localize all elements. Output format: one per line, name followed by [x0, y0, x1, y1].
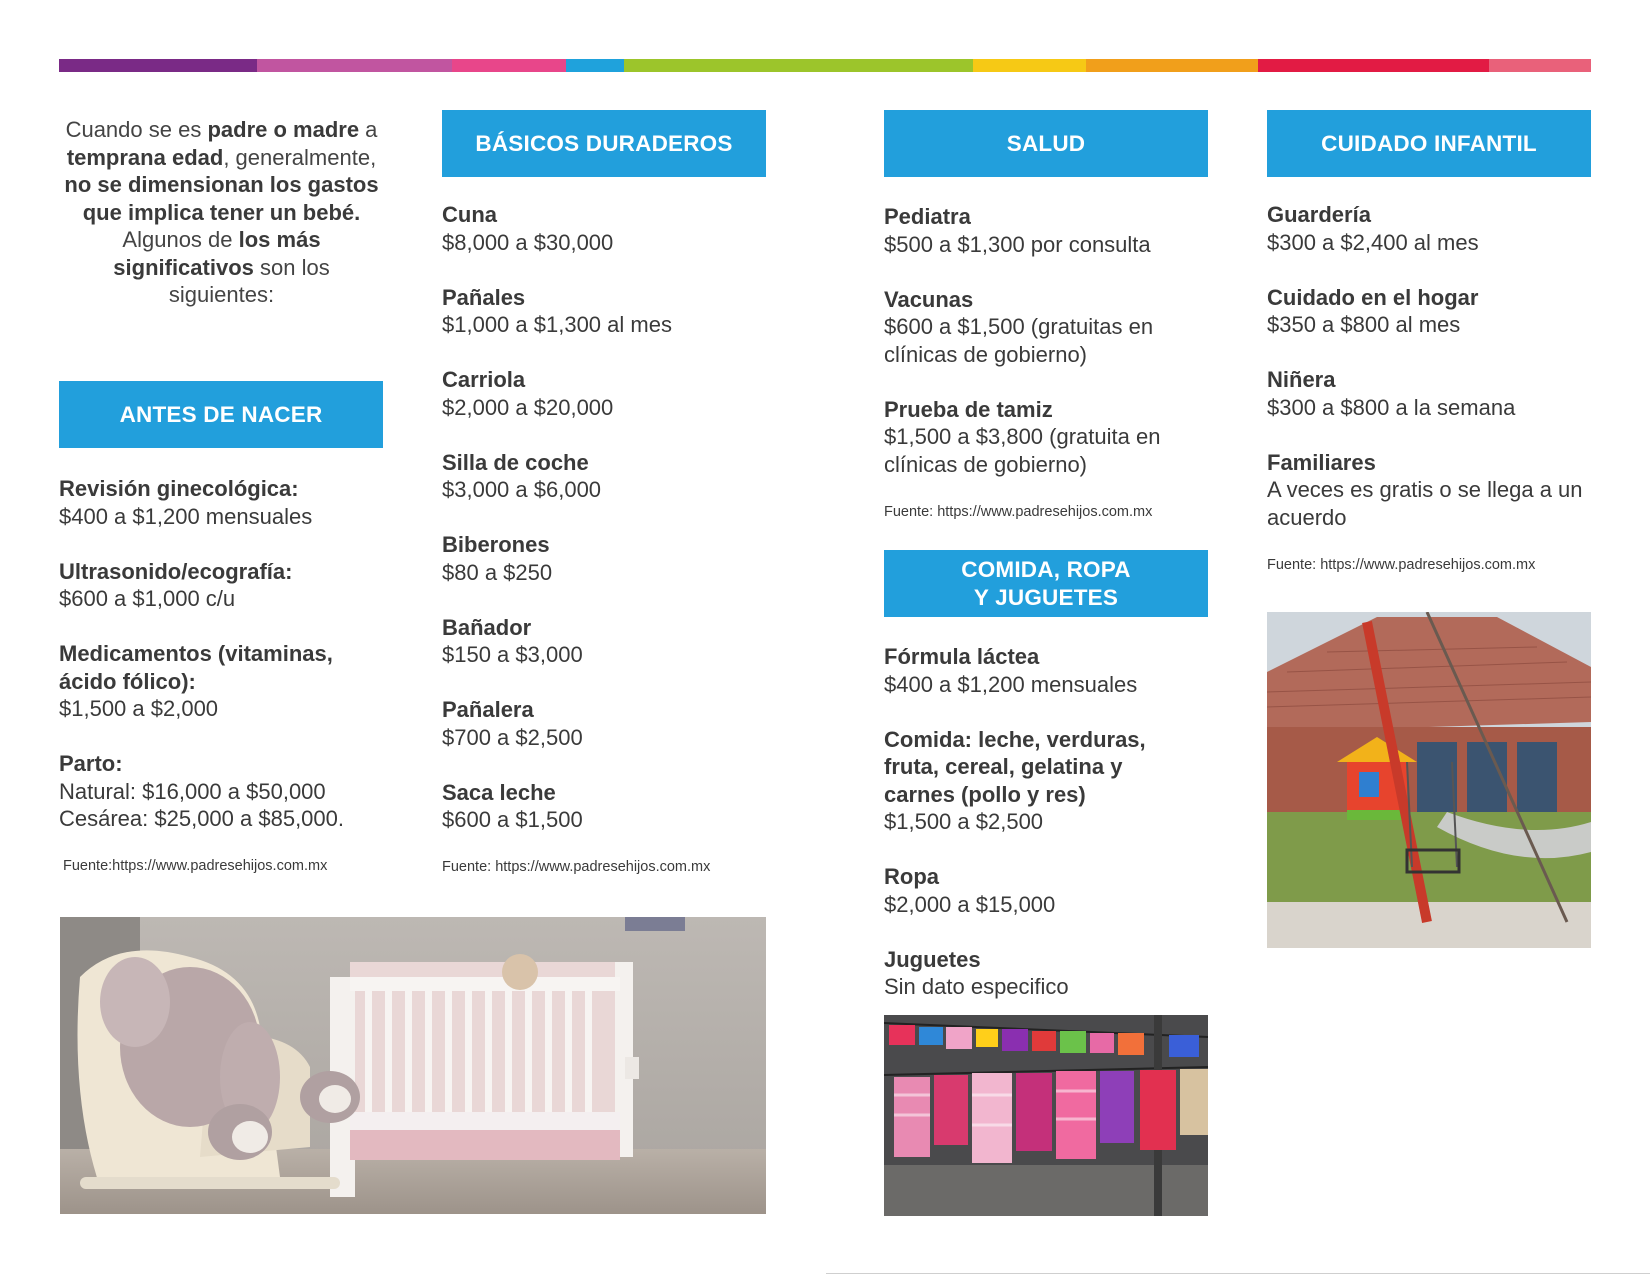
baby-clothes-photo: [884, 1015, 1208, 1216]
item-value: Sin dato especifico: [884, 974, 1069, 999]
section-title: CUIDADO INFANTIL: [1321, 130, 1537, 156]
intro-bold: los más significativos: [113, 227, 321, 280]
item-title: Guardería: [1267, 202, 1371, 227]
list-item: [884, 643, 1174, 698]
item-title: Comida: leche, verduras, fruta, cereal, gelatina y carnes (pollo y res): [884, 726, 1146, 807]
rainbow-segment: [257, 59, 452, 72]
item-value: $1,500 a $2,500: [884, 809, 1044, 834]
list-item: [59, 475, 384, 530]
section-title: ANTES DE NACER: [119, 401, 323, 427]
item-title: Fórmula láctea: [884, 644, 1040, 669]
section-title: SALUD: [1006, 130, 1086, 156]
source-note: Fuente:https://www.padresehijos.com.mx: [63, 858, 328, 874]
item-value: $600 a $1,000 c/u: [59, 586, 236, 611]
section-header-antes: [59, 381, 383, 448]
item-value: Natural: $16,000 a $50,000: [59, 778, 326, 804]
list-item: [1267, 201, 1587, 256]
section-title: COMIDA, ROPA: [961, 556, 1131, 582]
item-value: $600 a $1,500 (gratuitas en clínicas de gobierno): [884, 314, 1154, 367]
item-value: $2,000 a $15,000: [884, 891, 1056, 917]
item-value: $150 a $3,000: [442, 642, 583, 667]
item-value: $3,000 a $6,000: [442, 477, 602, 502]
item-title: Medicamentos (vitaminas, ácido fólico):: [59, 641, 333, 694]
intro-text: Cuando se es: [65, 117, 208, 142]
item-value: $1,000 a $1,300 al mes: [442, 312, 672, 337]
section-list-antes: [59, 475, 384, 860]
rainbow-segment: [566, 59, 624, 72]
item-title: Revisión ginecológica:: [59, 476, 299, 501]
item-value: $300 a $800 a la semana: [1267, 394, 1516, 420]
list-item: [442, 366, 772, 421]
intro-text: son los siguientes:: [168, 254, 330, 307]
list-item: [442, 531, 772, 586]
list-item: [1267, 449, 1587, 532]
intro-text: a: [359, 117, 378, 142]
item-title: Familiares: [1267, 449, 1376, 475]
section-header-salud: [884, 110, 1208, 177]
item-title: Ultrasonido/ecografía:: [59, 558, 293, 584]
item-title: Pediatra: [884, 204, 971, 229]
source-note: Fuente: https://www.padresehijos.com.mx: [1267, 557, 1536, 573]
item-title: Bañador: [442, 614, 532, 640]
rainbow-segment: [59, 59, 257, 72]
item-value: $500 a $1,300 por consulta: [884, 231, 1151, 257]
item-title: Niñera: [1267, 367, 1336, 392]
item-value: $8,000 a $30,000: [442, 229, 614, 255]
list-item: [442, 779, 772, 834]
item-value: $350 a $800 al mes: [1267, 312, 1461, 337]
list-item: [884, 286, 1184, 369]
item-value: $700 a $2,500: [442, 724, 583, 750]
rainbow-segment: [1489, 59, 1591, 72]
source-note: Fuente: https://www.padresehijos.com.mx: [442, 859, 711, 875]
item-value: $2,000 a $20,000: [442, 394, 614, 420]
item-value: $1,500 a $3,800 (gratuita en clínicas de gobierno): [884, 424, 1161, 477]
item-title: Juguetes: [884, 946, 981, 972]
intro-bold: padre o madre: [207, 117, 360, 142]
section-header-comida: [884, 550, 1208, 617]
item-title: Silla de coche: [442, 449, 589, 475]
rainbow-bar: [59, 59, 1591, 72]
item-title: Ropa: [884, 864, 939, 889]
playground-photo: [1267, 612, 1591, 948]
section-title: BÁSICOS DURADEROS: [475, 130, 733, 156]
rainbow-segment: [452, 59, 566, 72]
item-value: $300 a $2,400 al mes: [1267, 229, 1479, 255]
list-item: [59, 750, 384, 833]
section-list-cuidado: [1267, 201, 1587, 559]
item-title: Parto:: [59, 751, 123, 776]
list-item: [884, 396, 1184, 479]
item-value: $1,500 a $2,000: [59, 696, 219, 721]
section-title: Y JUGUETES: [973, 584, 1119, 610]
section-header-basicos: [442, 110, 766, 177]
section-header-cuidado: [1267, 110, 1591, 177]
section-list-salud: [884, 203, 1184, 506]
list-item: [442, 614, 772, 669]
list-item: [59, 558, 384, 613]
nursery-crib-photo: [60, 917, 766, 1214]
rainbow-segment: [624, 59, 973, 72]
intro-paragraph: [59, 116, 384, 309]
item-title: Cuna: [442, 202, 497, 227]
list-item: [442, 284, 772, 339]
intro-bold: no se dimensionan los gastos que implica tener un bebé.: [64, 172, 379, 225]
item-value: $80 a $250: [442, 559, 553, 585]
list-item: [884, 946, 1174, 1001]
item-value: $400 a $1,200 mensuales: [884, 671, 1138, 697]
clothes-illustration: [884, 1015, 1208, 1216]
list-item: [59, 640, 384, 723]
bottom-divider: [826, 1273, 1650, 1274]
item-title: Cuidado en el hogar: [1267, 284, 1479, 310]
item-title: Biberones: [442, 532, 550, 557]
list-item: [442, 449, 772, 504]
intro-text: Algunos de: [122, 227, 239, 252]
item-value: $400 a $1,200 mensuales: [59, 503, 313, 529]
crib-illustration: [60, 917, 766, 1214]
item-value: A veces es gratis o se llega a un acuerdo: [1267, 477, 1583, 530]
item-title: Prueba de tamiz: [884, 396, 1053, 422]
intro-text: , generalmente,: [223, 144, 377, 170]
section-list-basicos: [442, 201, 772, 861]
list-item: [884, 726, 1174, 836]
item-title: Saca leche: [442, 779, 556, 805]
list-item: [1267, 284, 1587, 339]
playground-illustration: [1267, 612, 1591, 948]
list-item: [442, 696, 772, 751]
item-title: Vacunas: [884, 286, 974, 312]
section-list-comida: [884, 643, 1174, 1001]
intro-bold: temprana edad: [66, 144, 224, 170]
item-value: $600 a $1,500: [442, 807, 583, 832]
item-title: Carriola: [442, 367, 526, 392]
rainbow-segment: [1086, 59, 1258, 72]
list-item: [1267, 366, 1587, 421]
list-item: [884, 203, 1184, 258]
item-title: Pañalera: [442, 697, 534, 722]
rainbow-segment: [973, 59, 1086, 72]
item-value: Cesárea: $25,000 a $85,000.: [59, 806, 345, 831]
source-note: Fuente: https://www.padresehijos.com.mx: [884, 504, 1153, 520]
list-item: [884, 863, 1174, 918]
rainbow-segment: [1258, 59, 1489, 72]
list-item: [442, 201, 772, 256]
item-title: Pañales: [442, 284, 526, 310]
